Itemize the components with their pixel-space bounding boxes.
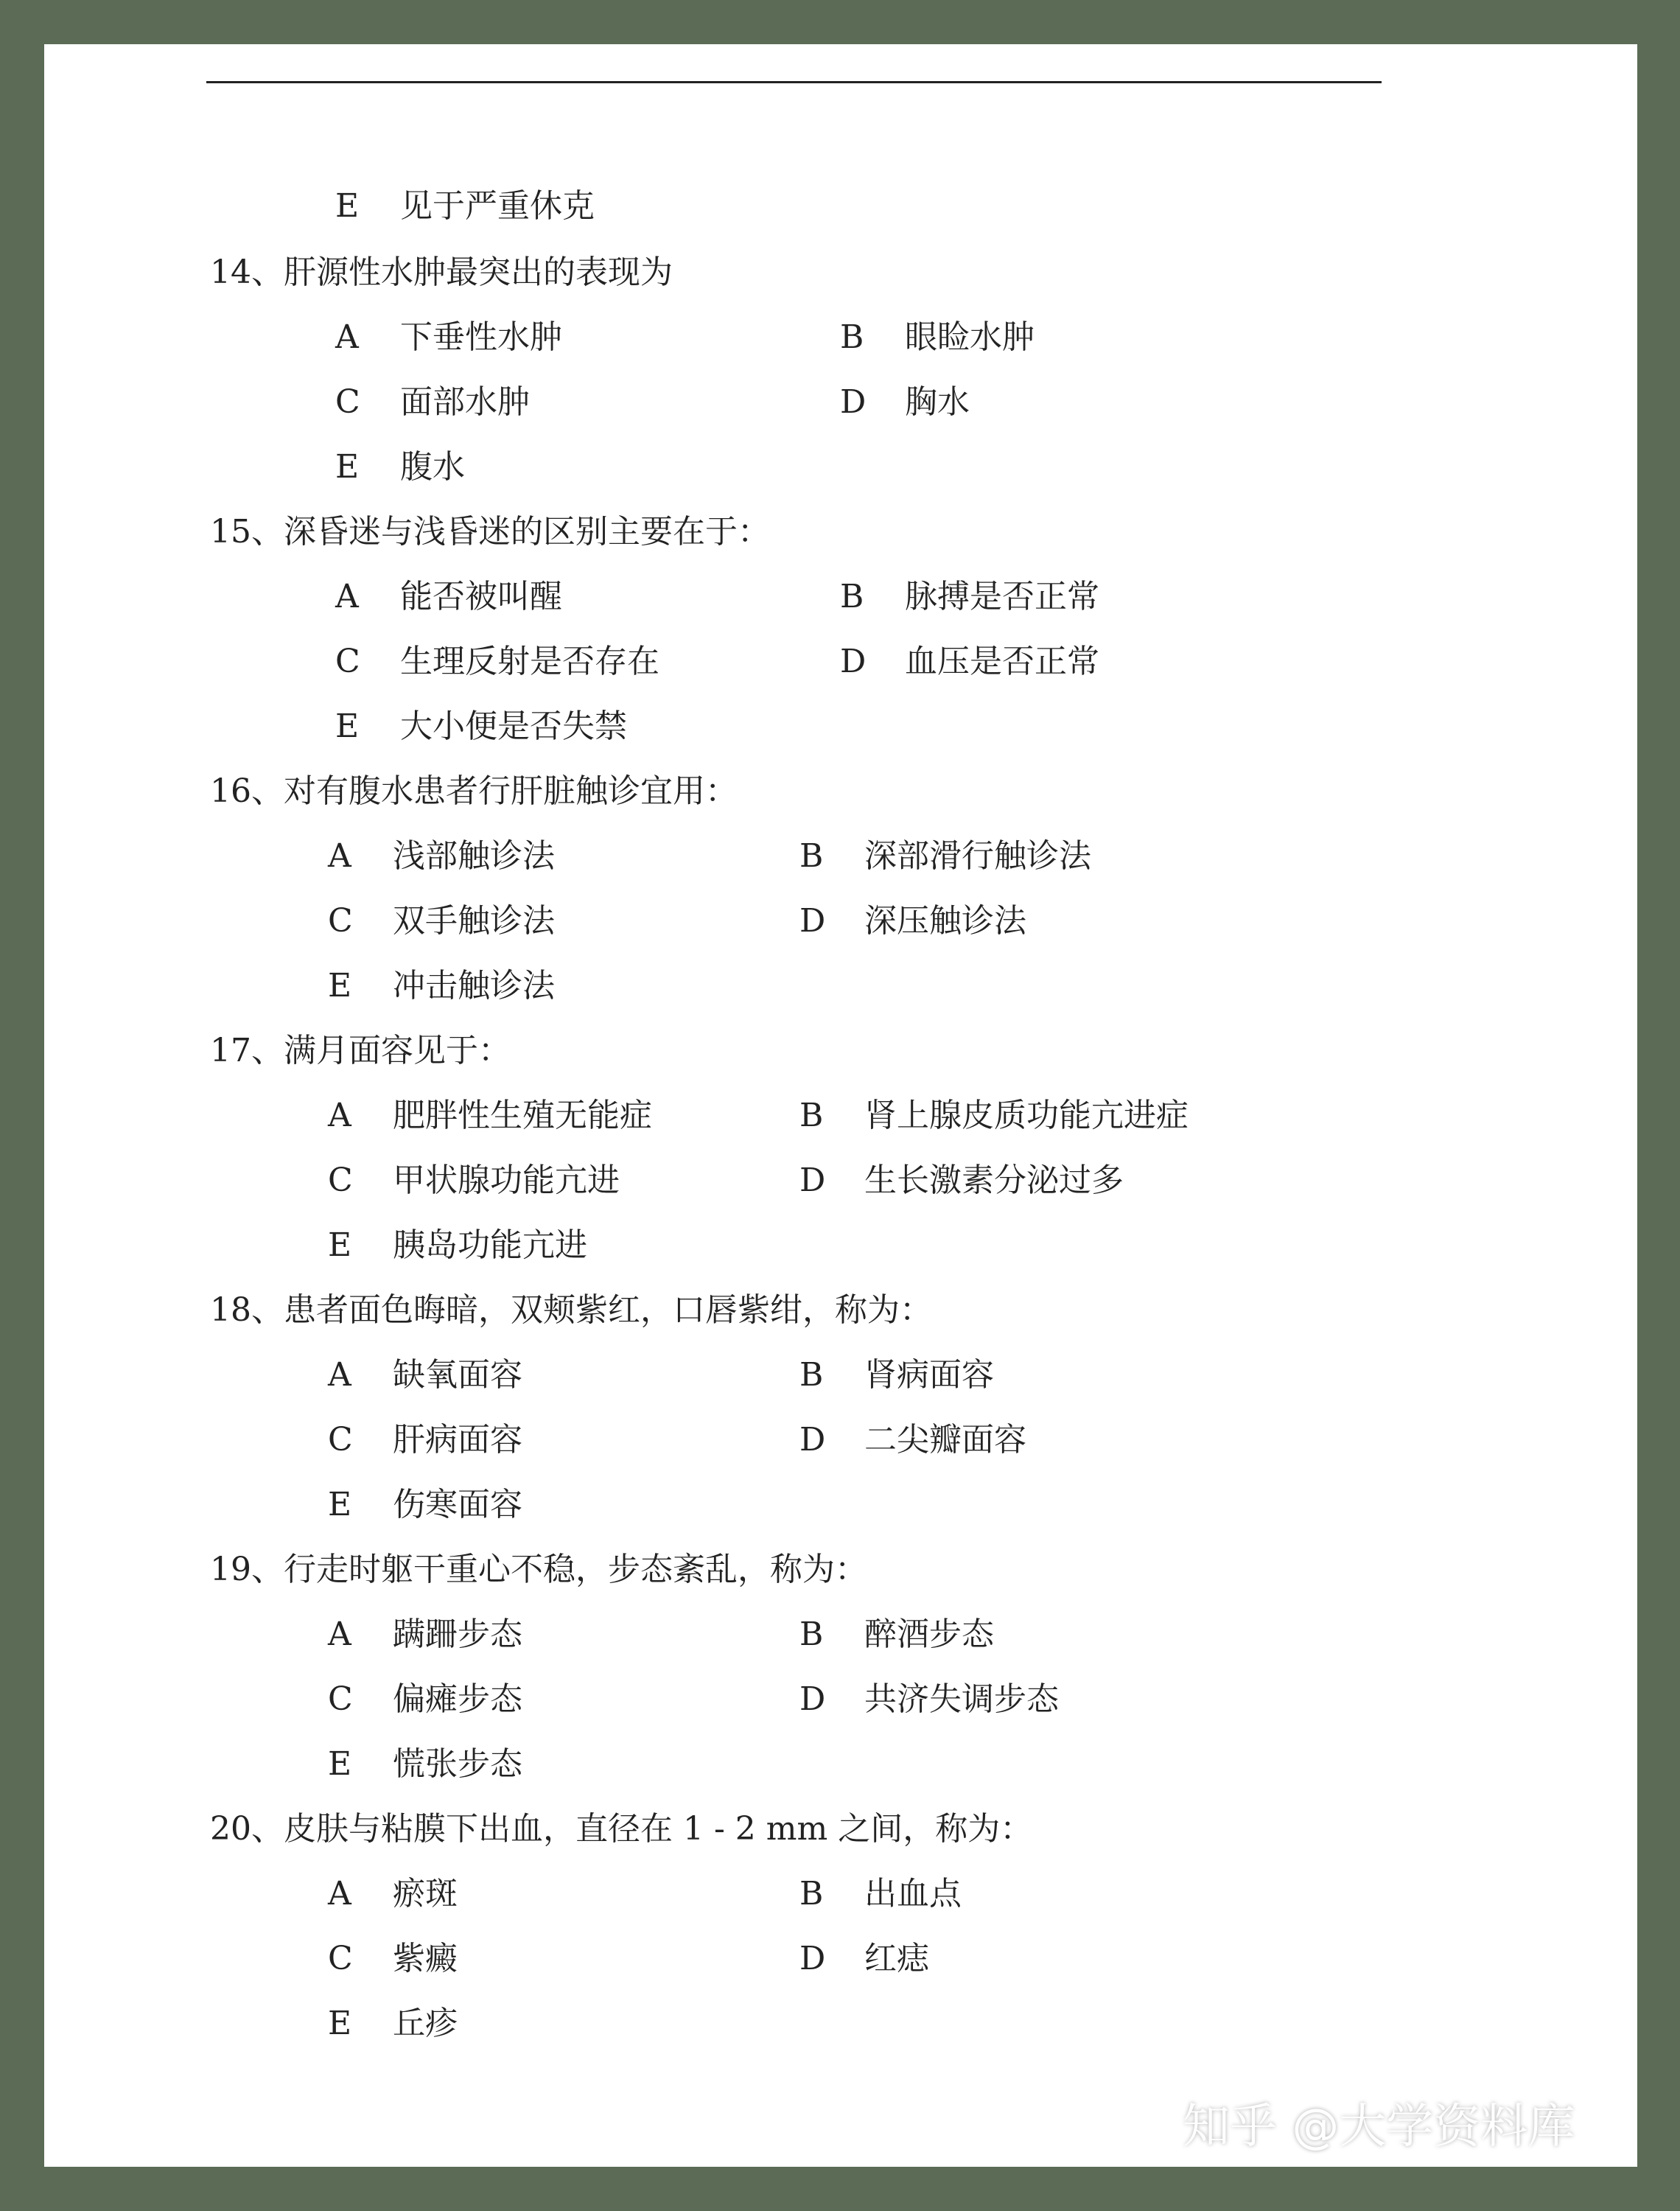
option-16-a: A 浅部触诊法 xyxy=(328,837,555,875)
option-17-e: E 胰岛功能亢进 xyxy=(328,1226,587,1264)
option-17-c: C 甲状腺功能亢进 xyxy=(328,1162,620,1199)
option-19-b: B 醉酒步态 xyxy=(799,1616,994,1653)
option-17-a: A 肥胖性生殖无能症 xyxy=(328,1097,652,1134)
question-20-title: 20、皮肤与粘膜下出血，直径在 1 - 2 mm 之间，称为： xyxy=(210,1810,1033,1848)
option-18-d: D 二尖瓣面容 xyxy=(799,1421,1026,1459)
option-17-b: B 肾上腺皮质功能亢进症 xyxy=(799,1097,1189,1134)
question-14-title: 14、肝源性水肿最突出的表现为 xyxy=(210,254,673,291)
option-14-e: E 腹水 xyxy=(335,448,465,486)
option-17-d: D 生长激素分泌过多 xyxy=(799,1162,1124,1199)
option-16-b: B 深部滑行触诊法 xyxy=(799,837,1091,875)
option-14-b: B 眼睑水肿 xyxy=(840,318,1035,356)
option-15-d: D 血压是否正常 xyxy=(840,643,1099,680)
option-15-c: C 生理反射是否存在 xyxy=(335,643,659,680)
option-20-d: D 红痣 xyxy=(799,1940,929,1977)
header-rule xyxy=(206,81,1382,83)
option-16-e: E 冲击触诊法 xyxy=(328,967,555,1005)
zhihu-watermark: 知乎 @大学资料库 xyxy=(1183,2100,1575,2154)
option-18-a: A 缺氧面容 xyxy=(328,1356,522,1394)
option-13-e: E 见于严重休克 xyxy=(335,187,595,225)
option-20-b: B 出血点 xyxy=(799,1875,962,1913)
option-14-a: A 下垂性水肿 xyxy=(335,318,562,356)
question-16-title: 16、对有腹水患者行肝脏触诊宜用： xyxy=(210,772,738,810)
option-20-e: E 丘疹 xyxy=(328,2005,458,2042)
option-19-d: D 共济失调步态 xyxy=(799,1680,1059,1718)
question-15-title: 15、深昏迷与浅昏迷的区别主要在于： xyxy=(210,513,770,551)
option-18-c: C 肝病面容 xyxy=(328,1421,522,1459)
option-20-c: C 紫癜 xyxy=(328,1940,458,1977)
option-18-b: B 肾病面容 xyxy=(799,1356,994,1394)
option-15-e: E 大小便是否失禁 xyxy=(335,708,627,745)
question-19-title: 19、行走时躯干重心不稳，步态紊乱，称为： xyxy=(210,1551,867,1588)
option-18-e: E 伤寒面容 xyxy=(328,1486,522,1523)
option-16-d: D 深压触诊法 xyxy=(799,902,1026,940)
option-19-a: A 蹒跚步态 xyxy=(328,1616,522,1653)
question-17-title: 17、满月面容见于： xyxy=(210,1032,511,1069)
option-20-a: A 瘀斑 xyxy=(328,1875,458,1913)
option-14-c: C 面部水肿 xyxy=(335,383,530,421)
option-19-e: E 慌张步态 xyxy=(328,1745,522,1783)
option-15-a: A 能否被叫醒 xyxy=(335,578,562,615)
option-16-c: C 双手触诊法 xyxy=(328,902,555,940)
option-19-c: C 偏瘫步态 xyxy=(328,1680,522,1718)
option-15-b: B 脉搏是否正常 xyxy=(840,578,1099,615)
option-14-d: D 胸水 xyxy=(840,383,970,421)
question-18-title: 18、患者面色晦暗，双颊紫红，口唇紫绀，称为： xyxy=(210,1291,932,1329)
